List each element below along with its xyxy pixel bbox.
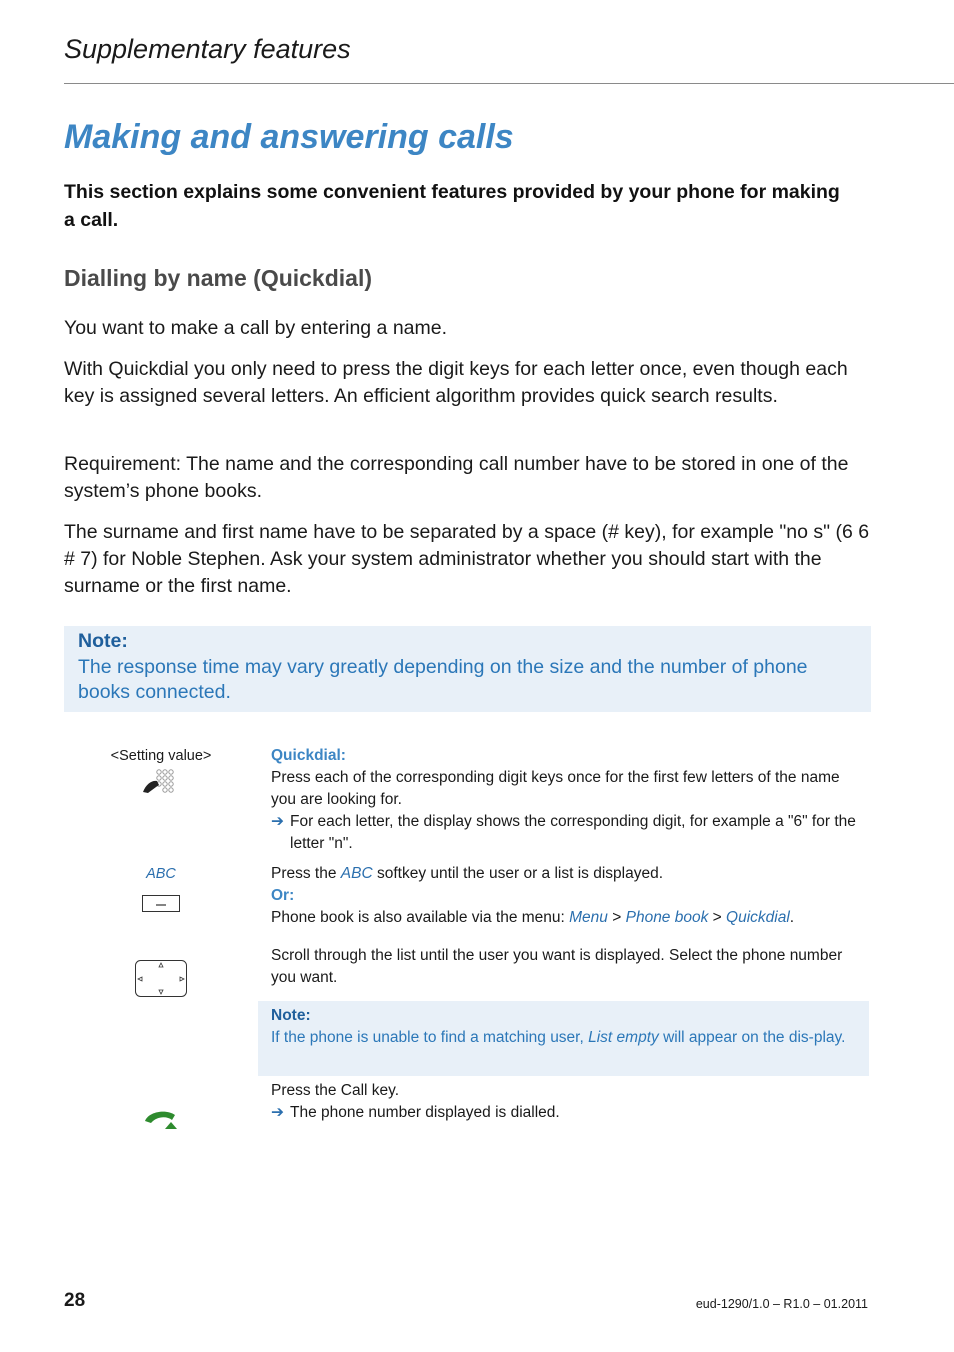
section-subheading: Dialling by name (Quickdial) [64,265,373,291]
softkey-icon [142,895,180,918]
step4-result-text: The phone number displayed is dialled. [290,1104,560,1121]
step2-text-before: Press the [271,865,337,882]
step2-content [271,863,861,929]
note-box [64,626,871,712]
step1-text: Press each of the corresponding digit keys once for the first few letters of the name you are looking for. [271,769,840,808]
menu-separator: > [712,909,722,926]
keypad-icon [142,768,176,799]
or-label: Or: [271,887,295,904]
document-id: eud-1290/1.0 – R1.0 – 01.2011 [695,1297,868,1311]
header-divider [64,83,954,84]
note2-text-after: will appear on the dis-play. [663,1029,846,1046]
intro-text: This section explains some convenient features provided by your phone for making a call. [64,181,840,231]
menu-separator: > [612,909,622,926]
page-title: Making and answering calls [64,118,514,156]
paragraph: The surname and first name have to be separated by a space (# key), for example "no s" (6 6 # 7) for Noble Stephen. Ask your system administrator whether you should start with the surname or the first name. [64,521,870,597]
arrow-right-icon: ➔ [271,1104,284,1121]
paragraph: Requirement: The name and the corresponding call number have to be stored in one of the system’s phone books. [64,453,849,502]
call-key-icon [143,1107,179,1136]
menu-path-end: . [789,909,795,926]
list-empty-term: List empty [588,1029,659,1046]
note-box-secondary [258,1001,869,1076]
step3-text: Scroll through the list until the user you want is displayed. Select the phone number you want. [271,947,843,986]
abc-softkey-ref: ABC [340,865,373,882]
step4-content [271,1080,861,1124]
arrow-right-icon: ➔ [271,813,284,830]
abc-softkey-label: ABC [146,866,176,882]
menu-item-phone-book: Phone book [625,909,709,926]
menu-path-intro: Phone book is also available via the menu: [271,909,565,926]
menu-item-quickdial: Quickdial [726,909,790,926]
note2-text-before: If the phone is unable to find a matching user, [271,1029,584,1046]
menu-item-menu: Menu [569,909,608,926]
step1-content [271,745,861,855]
step1-result [271,811,861,855]
step4-text: Press the Call key. [271,1082,400,1099]
step2-line1 [271,863,861,885]
note2-title: Note: [271,1007,311,1024]
section-header: Supplementary features [64,34,351,64]
note-title: Note: [78,630,128,652]
step1-result-text: For each letter, the display shows the corresponding digit, for example a "6" for the letter "n". [290,813,856,852]
paragraph: With Quickdial you only need to press the digit keys for each letter once, even though each key is assigned several letters. An efficient algorithm provides quick search results. [64,358,848,407]
quickdial-label: Quickdial: [271,747,346,764]
step4-result [271,1102,861,1124]
page-number: 28 [64,1290,86,1311]
navigation-key-icon [135,960,188,1003]
setting-value-label: <Setting value> [110,748,212,764]
paragraph: You want to make a call by entering a name. [64,317,448,339]
step2-text-after: softkey until the user or a list is displayed. [376,865,664,882]
note2-text [271,1027,861,1049]
step2-menu-path [271,907,861,929]
note-text: The response time may vary greatly depending on the size and the number of phone books connected. [78,656,808,703]
